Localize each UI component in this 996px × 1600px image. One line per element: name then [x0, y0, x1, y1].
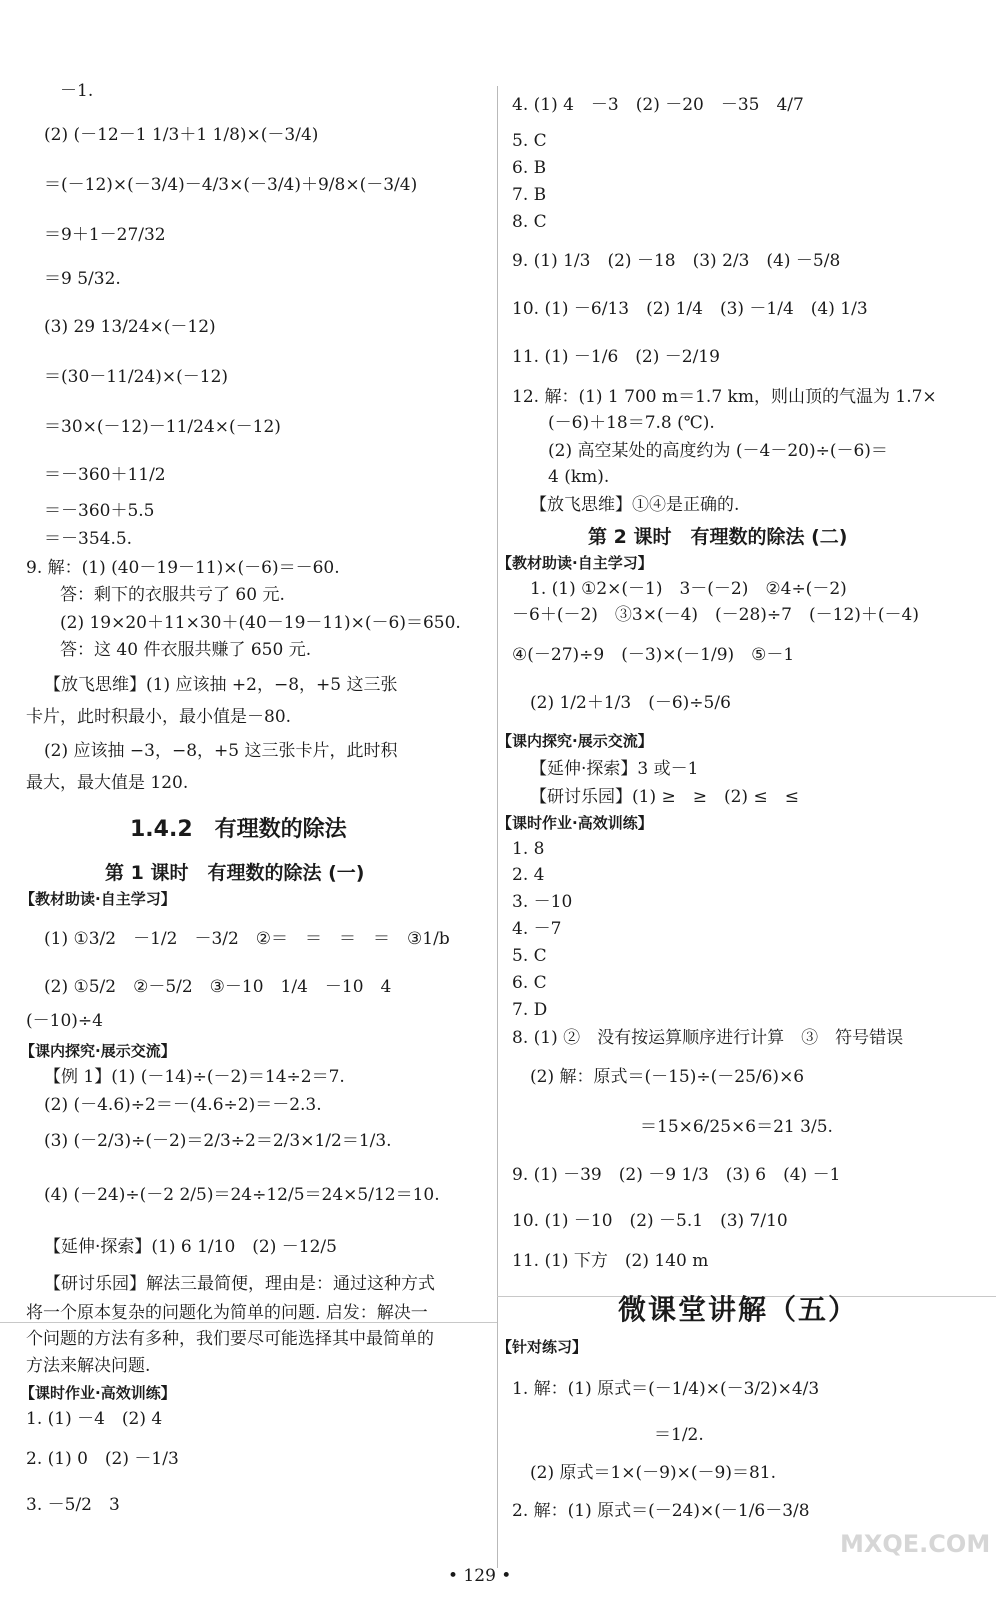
section-tag: 【课时作业·高效训练】: [497, 814, 653, 832]
text-line: (2) 19×20＋11×30＋(40－19－11)×(－6)＝650.: [60, 613, 461, 633]
text-line: ＝－360＋5.5: [44, 501, 155, 521]
text-line: (2) 1/2＋1/3 (－6)÷5/6: [530, 693, 731, 713]
text-line: 【研讨乐园】解法三最简便，理由是：通过这种方式: [44, 1274, 435, 1294]
text-line: 11. (1) －1/6 (2) －2/19: [512, 347, 720, 367]
text-line: ＝－360＋11/2: [44, 465, 166, 485]
text-line: 6. C: [512, 973, 547, 993]
text-line: 将一个原本复杂的问题化为简单的问题. 启发：解决一: [26, 1303, 428, 1323]
text-line: (2) (－4.6)÷2＝－(4.6÷2)＝－2.3.: [44, 1095, 322, 1115]
text-line: 11. (1) 下方 (2) 140 m: [512, 1251, 709, 1271]
text-line: (2) 解：原式＝(－15)÷(－25/6)×6: [530, 1067, 805, 1087]
text-line: －1.: [60, 81, 94, 101]
section-tag: 【课内探究·展示交流】: [20, 1042, 176, 1060]
text-line: 1. 8: [512, 839, 545, 859]
text-line: 卡片，此时积最小，最小值是－80.: [26, 707, 292, 727]
text-line: 2. 4: [512, 865, 545, 885]
text-line: ＝(30－11/24)×(－12): [44, 367, 229, 387]
text-line: 3. －10: [512, 892, 573, 912]
text-line: (－10)÷4: [26, 1011, 103, 1031]
text-line: 5. C: [512, 131, 547, 151]
text-line: 个问题的方法有多种，我们要尽可能选择其中最简单的: [26, 1329, 434, 1349]
section-title: 微课堂讲解（五）: [618, 1293, 859, 1326]
text-line: 答：剩下的衣服共亏了 60 元.: [60, 585, 285, 605]
text-line: (2) 应该抽 −3，−8，+5 这三张卡片，此时积: [44, 741, 398, 761]
text-line: 10. (1) －10 (2) －5.1 (3) 7/10: [512, 1211, 788, 1231]
page-number: • 129 •: [448, 1566, 512, 1586]
text-line: ＝1/2.: [654, 1425, 704, 1445]
text-line: (2) 高空某处的高度约为 (－4－20)÷(－6)＝: [548, 441, 888, 461]
text-line: 【放飞思维】①④是正确的.: [530, 495, 740, 515]
text-line: 12. 解：(1) 1 700 m＝1.7 km，则山顶的气温为 1.7×: [512, 387, 937, 407]
lesson-title: 第 2 课时 有理数的除法 (二): [588, 526, 848, 548]
text-line: 3. －5/2 3: [26, 1495, 120, 1515]
text-line: ＝15×6/25×6＝21 3/5.: [640, 1117, 833, 1137]
text-line: 答：这 40 件衣服共赚了 650 元.: [60, 640, 312, 660]
text-line: －6＋(－2) ③3×(－4) (－28)÷7 (－12)＋(－4): [512, 605, 919, 625]
text-line: 2. (1) 0 (2) －1/3: [26, 1449, 179, 1469]
text-line: 8. C: [512, 212, 547, 232]
text-line: 1. (1) ①2×(－1) 3－(－2) ②4÷(－2): [530, 579, 847, 599]
section-tag: 【教材助读·自主学习】: [20, 890, 176, 908]
section-title: 1.4.2 有理数的除法: [130, 817, 347, 842]
text-line: ④(－27)÷9 (－3)×(－1/9) ⑤－1: [512, 645, 795, 665]
text-line: 4 (km).: [548, 467, 610, 487]
text-line: ＝(－12)×(－3/4)－4/3×(－3/4)＋9/8×(－3/4): [44, 175, 418, 195]
text-line: 【延伸·探索】3 或－1: [530, 759, 699, 779]
watermark: MXQE.COM: [840, 1530, 991, 1558]
text-line: 【研讨乐园】(1) ≥ ≥ (2) ≤ ≤: [530, 787, 799, 807]
text-line: 4. (1) 4 －3 (2) －20 －35 4/7: [512, 95, 804, 115]
text-line: ＝30×(－12)－11/24×(－12): [44, 417, 281, 437]
text-line: 5. C: [512, 946, 547, 966]
section-tag: 【针对练习】: [497, 1338, 588, 1356]
text-line: 1. 解：(1) 原式＝(－1/4)×(－3/2)×4/3: [512, 1379, 820, 1399]
text-line: (2) 原式＝1×(－9)×(－9)＝81.: [530, 1463, 776, 1483]
lesson-title: 第 1 课时 有理数的除法 (一): [105, 862, 365, 884]
text-line: 2. 解：(1) 原式＝(－24)×(－1/6－3/8: [512, 1501, 810, 1521]
text-line: 【放飞思维】(1) 应该抽 +2，−8，+5 这三张: [44, 675, 398, 695]
text-line: ＝9＋1－27/32: [44, 225, 166, 245]
text-line: (1) ①3/2 －1/2 －3/2 ②＝ ＝ ＝ ＝ ③1/b: [44, 929, 450, 949]
text-line: (－6)＋18＝7.8 (℃).: [548, 413, 715, 433]
text-line: 6. B: [512, 158, 547, 178]
text-line: 9. (1) －39 (2) －9 1/3 (3) 6 (4) －1: [512, 1165, 841, 1185]
text-line: 7. B: [512, 185, 547, 205]
text-line: (2) ①5/2 ②－5/2 ③－10 1/4 －10 4: [44, 977, 392, 997]
text-line: 10. (1) －6/13 (2) 1/4 (3) －1/4 (4) 1/3: [512, 299, 868, 319]
text-line: 4. －7: [512, 919, 562, 939]
text-line: (3) 29 13/24×(－12): [44, 317, 216, 337]
section-tag: 【教材助读·自主学习】: [497, 554, 653, 572]
text-line: (2) (－12－1 1/3＋1 1/8)×(－3/4): [44, 125, 319, 145]
text-line: 7. D: [512, 1000, 548, 1020]
text-line: 8. (1) ② 没有按运算顺序进行计算 ③ 符号错误: [512, 1028, 904, 1048]
text-line: 【延伸·探索】(1) 6 1/10 (2) －12/5: [44, 1237, 337, 1257]
text-line: ＝9 5/32.: [44, 269, 121, 289]
section-tag: 【课内探究·展示交流】: [497, 732, 653, 750]
section-tag: 【课时作业·高效训练】: [20, 1384, 176, 1402]
text-line: 最大，最大值是 120.: [26, 773, 189, 793]
text-line: 9. 解：(1) (40－19－11)×(－6)＝－60.: [26, 558, 340, 578]
text-line: 1. (1) －4 (2) 4: [26, 1409, 163, 1429]
text-line: 方法来解决问题.: [26, 1356, 151, 1376]
text-line: ＝－354.5.: [44, 529, 133, 549]
text-line: (3) (－2/3)÷(－2)＝2/3÷2＝2/3×1/2＝1/3.: [44, 1131, 392, 1151]
text-line: 9. (1) 1/3 (2) －18 (3) 2/3 (4) －5/8: [512, 251, 841, 271]
text-line: (4) (－24)÷(－2 2/5)＝24÷12/5＝24×5/12＝10.: [44, 1185, 440, 1205]
text-line: 【例 1】(1) (－14)÷(－2)＝14÷2＝7.: [44, 1067, 345, 1087]
